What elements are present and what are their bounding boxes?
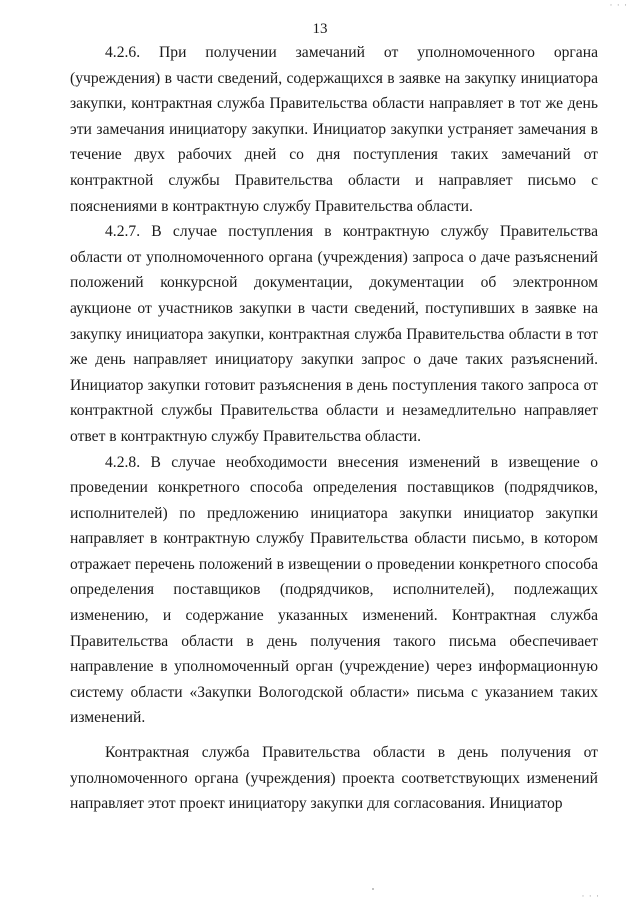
paragraph-4-2-6: 4.2.6. При получении замечаний от уполномоченного органа (учреждения) в части сведений, содержащихся в заявке на закупку инициатора закупки, контрактная служба Правительства области направляет в тот же день эти замечания инициатору закупки. Инициатор закупки устраняет замечания в течение двух рабочих дней со дня поступления таких замечаний от контрактной службы Правительства области и направляет письмо с пояснениями в контрактную службу Правительства области. xyxy=(70,44,598,215)
page-number: 13 xyxy=(312,21,328,37)
paragraph-continuation: Контрактная служба Правительства области в день получения от уполномоченного органа (учреждения) проекта соответствующих изменений направляет этот проект инициатору закупки для согласования. Инициатор xyxy=(70,744,598,813)
scan-artifact: · · · xyxy=(609,0,628,10)
paragraph-4-2-7: 4.2.7. В случае поступления в контрактную службу Правительства области от уполномоченного органа (учреждения) запроса о даче разъяснений положений конкурсной документации, документации об электронном аукционе от участников закупки в части сведений, поступивших в заявке на закупку инициатора закупки, контрактная служба Правительства области в тот же день направляет инициатору закупки запрос о даче таких разъяснений. Инициатор закупки готовит разъяснения в день поступления такого запроса от контрактной службы Правительства области и незамедлительно направляет ответ в контрактную службу Правительства области. xyxy=(70,223,598,445)
scan-speck xyxy=(372,888,374,890)
paragraph-4-2-8: 4.2.8. В случае необходимости внесения изменений в извещение о проведении конкретного способа определения поставщиков (подрядчиков, исполнителей) по предложению инициатора закупки инициатор закупки направляет в контрактную службу Правительства области письмо, в котором отражает перечень положений в извещении о проведении конкретного способа определения поставщиков (подрядчиков, исполнителей), подлежащих изменению, и содержание указанных изменений. Контрактная служба Правительства области в день получения такого письма обеспечивает направление в уполномоченный орган (учреждение) через информационную систему области «Закупки Вологодской области» письма с указанием таких изменений. xyxy=(70,453,598,727)
document-body xyxy=(70,40,598,817)
scan-artifact: · · · xyxy=(581,891,600,901)
